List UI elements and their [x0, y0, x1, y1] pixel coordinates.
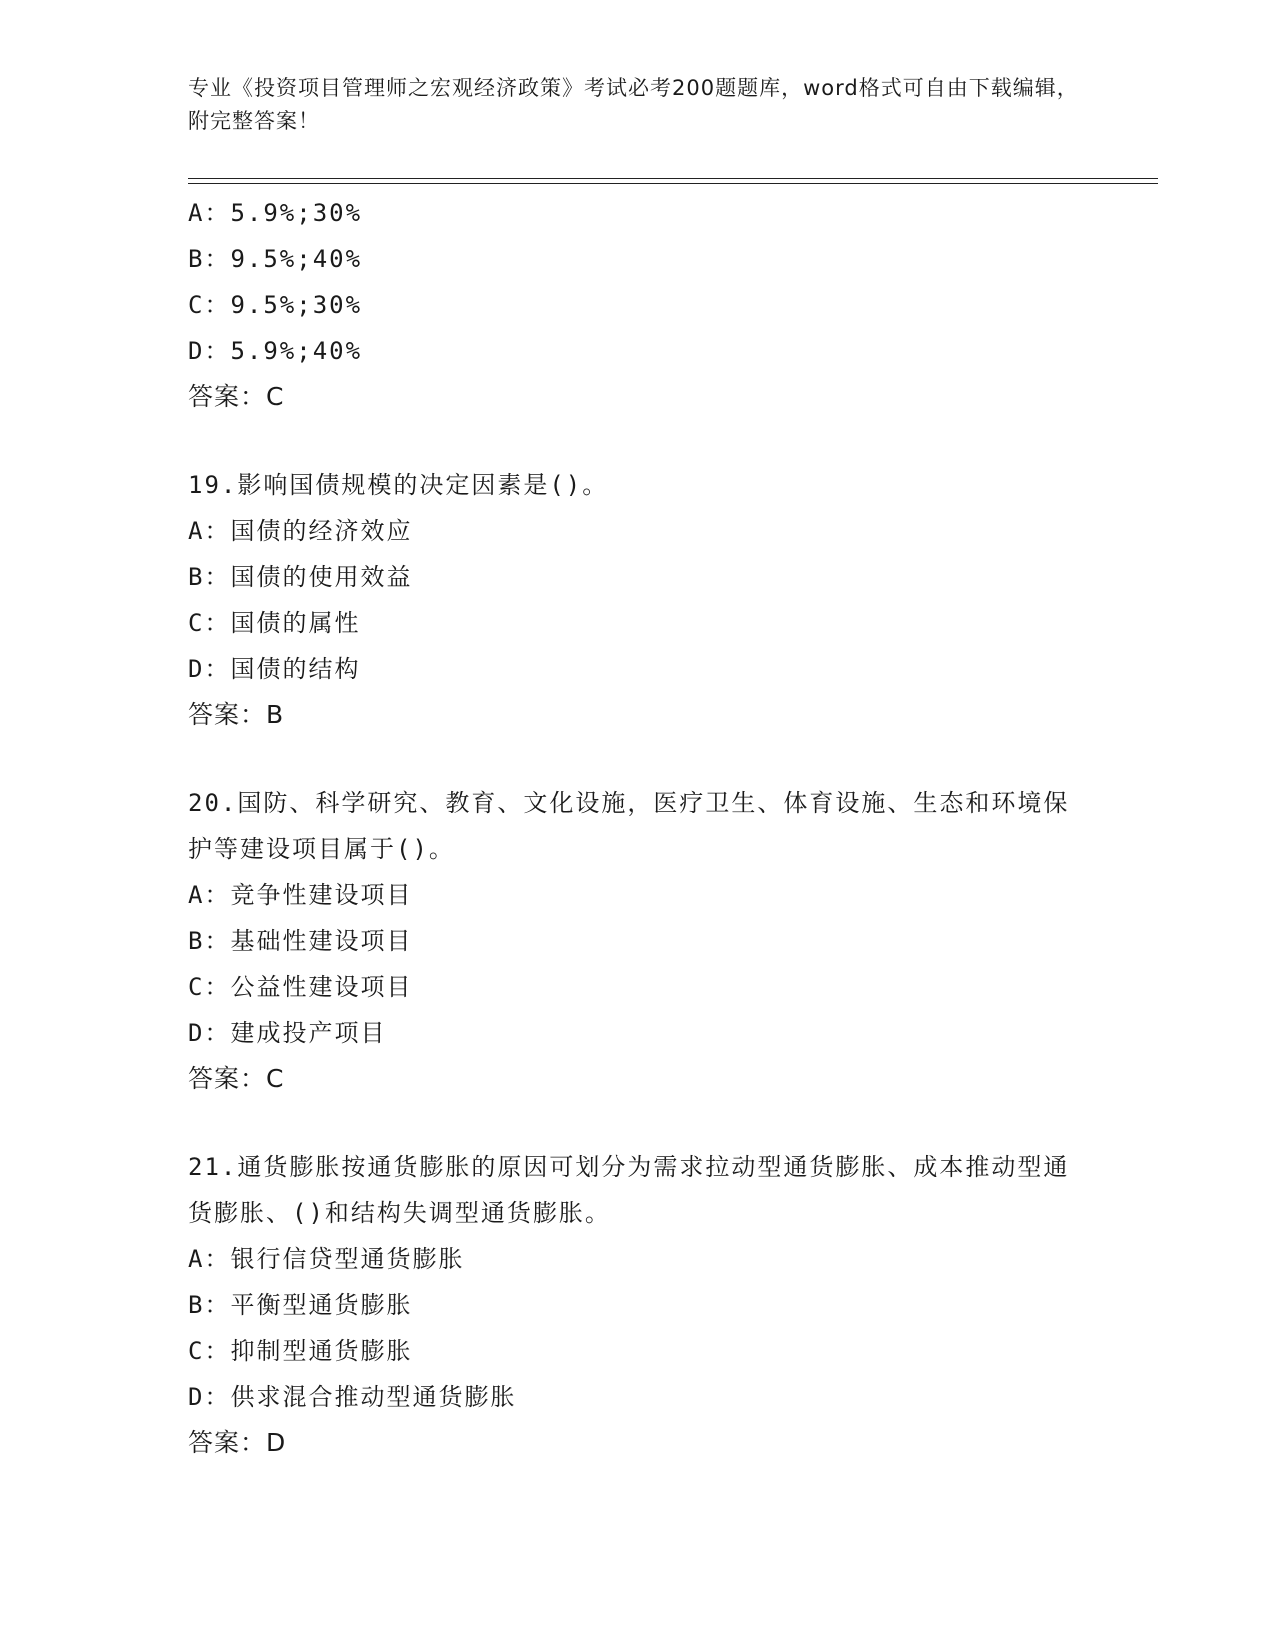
option-d: D：供求混合推动型通货膨胀	[188, 1383, 517, 1411]
option-c: C：抑制型通货膨胀	[188, 1337, 413, 1365]
header-rule-bottom	[188, 183, 1158, 184]
option-d: D：5.9%;40%	[188, 337, 363, 365]
option-b: B：平衡型通货膨胀	[188, 1291, 413, 1319]
option-c: C：公益性建设项目	[188, 973, 413, 1001]
question-block-21	[188, 1144, 1088, 1466]
option-c: C：9.5%;30%	[188, 291, 363, 319]
header-rule-top	[188, 178, 1158, 179]
document-header: 专业《投资项目管理师之宏观经济政策》考试必考200题题库，word格式可自由下载编辑，附完整答案！	[188, 76, 1079, 133]
question-block-20	[188, 780, 1088, 1102]
option-b: B：基础性建设项目	[188, 927, 413, 955]
question-block-18	[188, 190, 1088, 420]
option-b: B：国债的使用效益	[188, 563, 413, 591]
answer-line: 答案：D	[188, 1428, 287, 1457]
option-c: C：国债的属性	[188, 609, 361, 637]
question-list	[188, 190, 1088, 1466]
option-a: A：银行信贷型通货膨胀	[188, 1245, 465, 1273]
option-d: D：国债的结构	[188, 655, 361, 683]
option-a: A：5.9%;30%	[188, 199, 363, 227]
option-a: A：竞争性建设项目	[188, 881, 413, 909]
option-b: B：9.5%;40%	[188, 245, 363, 273]
answer-line: 答案：C	[188, 382, 285, 411]
answer-line: 答案：B	[188, 700, 285, 729]
question-block-19	[188, 462, 1088, 738]
option-d: D：建成投产项目	[188, 1019, 387, 1047]
question-stem: 21.通货膨胀按通货膨胀的原因可划分为需求拉动型通货膨胀、成本推动型通货膨胀、()和结构失调型通货膨胀。	[188, 1153, 1070, 1227]
option-a: A：国债的经济效应	[188, 517, 413, 545]
question-stem: 19.影响国债规模的决定因素是()。	[188, 471, 609, 499]
answer-line: 答案：C	[188, 1064, 285, 1093]
question-stem: 20.国防、科学研究、教育、文化设施，医疗卫生、体育设施、生态和环境保护等建设项目属于()。	[188, 789, 1070, 863]
